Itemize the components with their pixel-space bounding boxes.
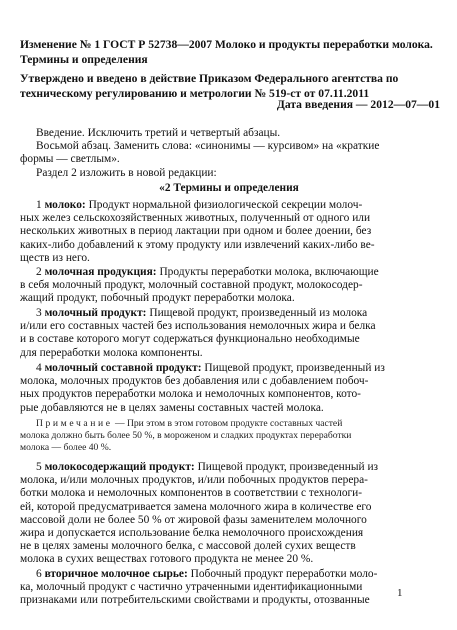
term-text: для переработки молока компоненты. — [20, 346, 203, 359]
term-3 — [20, 307, 438, 360]
term-name: молочный продукт: — [44, 307, 147, 319]
effective-date: Дата введения — 2012—07—01 — [276, 98, 440, 111]
term-text: нескольких животных в период лактации при одном и более доении, без — [20, 225, 372, 238]
term-text: молока в сухих веществах готового продукта не менее 20 %. — [20, 553, 314, 566]
term-1 — [20, 199, 438, 265]
term-first-line — [20, 362, 438, 375]
section-title: «2 Термины и определения — [159, 182, 299, 194]
note-text: молока должно быть более 50 %, в мороженом и сладких продуктах переработки — [20, 430, 352, 441]
term-text: каких-либо добавлений к этому продукту или извлечений каких-либо ве- — [20, 238, 375, 251]
term-number: 4 — [36, 362, 42, 374]
term-text: ка, молочный продукт с частично утраченными идентификационными — [20, 581, 363, 594]
intro-block — [20, 127, 438, 180]
term-text: массовой доли не более 50 % от жировой фазы заменителем молочного — [20, 513, 367, 526]
note-text: молока — более 40 %. — [20, 442, 112, 453]
term-first-line — [20, 266, 438, 279]
term-text: Побочный продукт переработки моло- — [190, 568, 378, 580]
intro-line: Раздел 2 изложить в новой редакции: — [36, 166, 217, 179]
term-number: 5 — [36, 461, 42, 473]
term-text: молока, молочных продуктов без добавления или с добавлением побоч- — [20, 375, 369, 388]
term-number: 3 — [36, 307, 42, 319]
intro-line: Введение. Исключить третий и четвертый абзацы. — [36, 127, 281, 139]
term-text: и/или его составных частей без использования немолочных жира и белка — [20, 320, 376, 333]
term-text: Продукты переработки молока, включающие — [159, 266, 379, 278]
term-text: в себя молочный продукт, молочный составной продукт, молокосодер- — [20, 279, 363, 292]
intro-line: Восьмой абзац. Заменить слова: «синонимы — курсивом» на «краткие — [36, 140, 380, 153]
term-text: ществ из него. — [20, 251, 90, 264]
note-label: Примечание — [36, 418, 113, 429]
term-text: и в составе которого могут содержаться функционально необходимые — [20, 333, 360, 346]
term-4 — [20, 362, 438, 415]
term-5 — [20, 461, 438, 567]
term-text: жира и допускается использование белка немолочного происхождения — [20, 527, 364, 540]
term-first-line — [20, 199, 438, 212]
term-number: 2 — [36, 266, 42, 278]
term-name: молочная продукция: — [44, 266, 157, 278]
term-number: 6 — [36, 568, 42, 580]
intro-line: формы — светлым». — [20, 153, 120, 166]
term-text: ей, которой предусматривается замена молочного жира в количестве его — [20, 500, 372, 513]
term-text: Продукт нормальной физиологической секреции молоч- — [88, 199, 363, 211]
amendment-title: Изменение № 1 ГОСТ Р 52738—2007 Молоко и продукты переработки молока. Термины и определения — [20, 38, 433, 66]
term-text: рые добавляются не в целях замены составных частей молока. — [20, 401, 324, 414]
term-text: жащий продукт, побочный продукт переработки молока. — [20, 292, 295, 305]
term-text: ных желез сельскохозяйственных животных, полученный от одного или — [20, 212, 371, 225]
term-6 — [20, 568, 438, 608]
term-text: ных продуктов переработки молока и немолочных компонентов, кото- — [20, 388, 361, 401]
approval-statement: Утверждено и введено в действие Приказом Федерального агентства по техническому регулированию и метрологии № 519-ст от 07.11.2011 — [20, 72, 399, 100]
term-text: Пищевой продукт, произведенный из — [204, 362, 385, 374]
term-text: не в целях замены молочного белка, с массовой долей сухих веществ — [20, 540, 356, 553]
term-number: 1 — [36, 199, 42, 211]
term-first-line — [20, 461, 438, 474]
term-text: Пищевой продукт, произведенный из молока — [149, 307, 368, 319]
term-text: ботки молока и немолочных компонентов в соответствии с технологи- — [20, 487, 363, 500]
note-first-line — [20, 418, 438, 430]
note-text: — При этом в этом готовом продукте составных частей — [114, 418, 343, 429]
term-2 — [20, 266, 438, 306]
term-text: молока, и/или молочных продуктов, и/или побочных продуктов перера- — [20, 474, 368, 487]
term-text: признаками или потребительскими свойствами и продукты, отозванные — [20, 594, 370, 607]
term-text: Пищевой продукт, произведенный из — [197, 461, 379, 473]
note-block — [20, 418, 438, 454]
page-number: 1 — [397, 587, 403, 599]
term-name: вторичное молочное сырье: — [44, 568, 188, 580]
term-name: молочный составной продукт: — [44, 362, 202, 374]
term-first-line — [20, 568, 438, 581]
term-first-line — [20, 307, 438, 320]
term-name: молокосодержащий продукт: — [44, 461, 195, 473]
term-name: молоко: — [44, 199, 86, 211]
